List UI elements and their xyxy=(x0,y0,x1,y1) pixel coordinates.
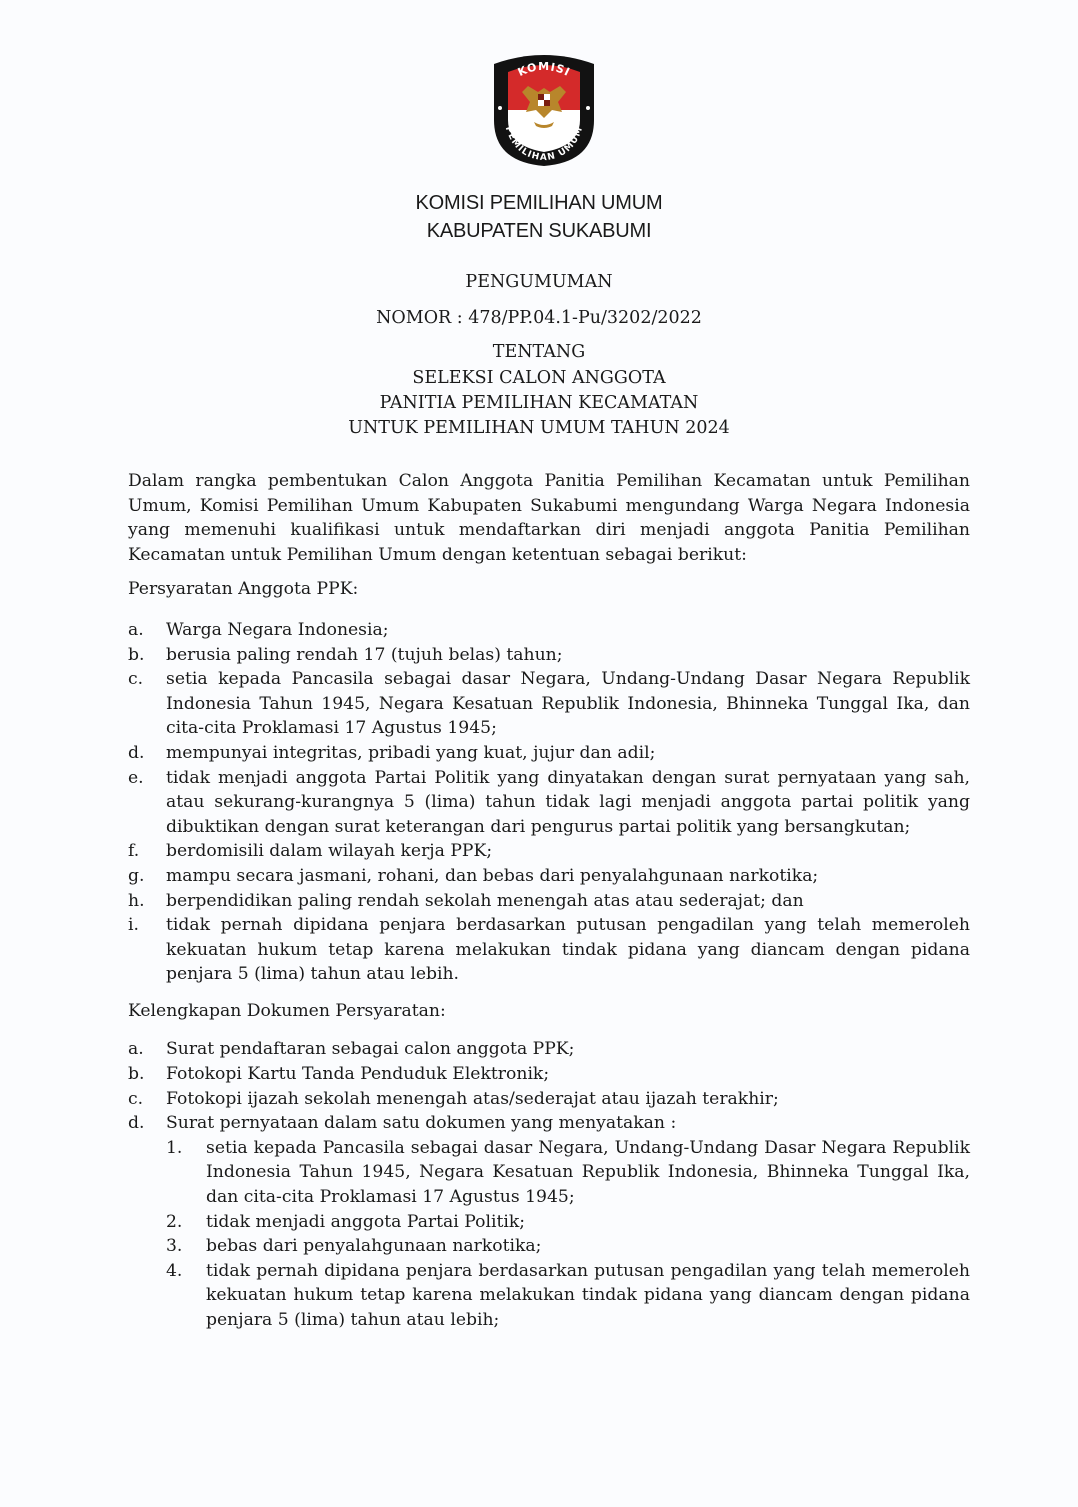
doc-type: PENGUMUMAN xyxy=(465,272,613,292)
doc-title-line1: SELEKSI CALON ANGGOTA xyxy=(412,368,666,388)
requirement-item: f. berdomisili dalam wilayah kerja PPK; xyxy=(128,841,493,862)
doc-title-line2: PANITIA PEMILIHAN KECAMATAN xyxy=(379,393,699,413)
org-name: KOMISI PEMILIHAN UMUM xyxy=(415,192,663,214)
requirement-item: h. berpendidikan paling rendah sekolah menengah atas atau sederajat; dan xyxy=(128,890,804,911)
statement-item: 1. setia kepada Pancasila sebagai dasar Negara, Undang-Undang Dasar Negara Republik Indonesia Tahun 1945, Negara Kesatuan Republik Indonesia, Bhinneka Tunggal Ika, dan cita-cita Proklamasi 17 Agustus 1945; xyxy=(166,1137,970,1208)
document-item: d. Surat pernyataan dalam satu dokumen yang menyatakan : 1. setia kepada Pancasila sebagai dasar Negara, Undang-Undang Dasar Negara Republik Indonesia Tahun 1945, Negara Kesatuan Republik Indonesia, Bhinneka Tunggal Ika, dan cita-cita Proklamasi 17 Agustus 1945; 2. tidak menjadi anggota Partai Politik; 3. bebas dari penyalahgunaan narkotika; 4. tidak pernah dipidana penjara berdasarkan putusan pengadilan yang telah memeroleh kekuatan hukum tetap karena melakukan tindak pidana yang diancam dengan pidana penjara 5 (lima) tahun atau lebih; xyxy=(128,1111,970,1332)
requirement-item: d. mempunyai integritas, pribadi yang kuat, jujur dan adil; xyxy=(128,742,656,763)
doc-about: TENTANG xyxy=(492,342,586,362)
requirement-item: i. tidak pernah dipidana penjara berdasarkan putusan pengadilan yang telah memeroleh kekuatan hukum tetap karena melakukan tindak pidana yang diancam dengan pidana penjara 5 (lima) tahun atau lebih. xyxy=(128,915,970,985)
statement-item: 4. tidak pernah dipidana penjara berdasarkan putusan pengadilan yang telah memeroleh kekuatan hukum tetap karena melakukan tindak pidana yang diancam dengan pidana penjara 5 (lima) tahun atau lebih; xyxy=(166,1260,970,1330)
requirements-heading: Persyaratan Anggota PPK: xyxy=(128,579,359,600)
intro-paragraph: Dalam rangka pembentukan Calon Anggota Panitia Pemilihan Kecamatan untuk Pemilihan Umum, Komisi Pemilihan Umum Kabupaten Sukabumi mengundang Warga Negara Indonesia yang memenuhi kualifikasi untuk mendaftarkan diri menjadi anggota Panitia Pemilihan Kecamatan untuk Pemilihan Umum dengan ketentuan sebagai berikut: xyxy=(128,471,970,565)
documents-heading: Kelengkapan Dokumen Persyaratan: xyxy=(128,1000,446,1021)
doc-title-line3: UNTUK PEMILIHAN UMUM TAHUN 2024 xyxy=(348,418,730,438)
statement-item: 3. bebas dari penyalahgunaan narkotika; xyxy=(166,1236,542,1257)
document-item: c. Fotokopi ijazah sekolah menengah atas/sederajat atau ijazah terakhir; xyxy=(128,1088,779,1109)
document-item: b. Fotokopi Kartu Tanda Penduduk Elektronik; xyxy=(128,1064,550,1085)
logo-bottom-text: PEMILIHAN UMUM xyxy=(502,125,586,164)
statement-item: 2. tidak menjadi anggota Partai Politik; xyxy=(166,1211,526,1232)
document-body xyxy=(128,469,970,1333)
documents-list xyxy=(128,1037,970,1332)
requirements-list xyxy=(128,618,970,987)
statement-sublist xyxy=(166,1136,970,1333)
requirement-item: e. tidak menjadi anggota Partai Politik yang dinyatakan dengan surat pernyataan yang sah, atau sekurang-kurangnya 5 (lima) tahun tidak lagi menjadi anggota partai politik yang dibuktikan dengan surat keterangan dari pengurus partai politik yang bersangkutan; xyxy=(128,767,970,837)
document-item: a. Surat pendaftaran sebagai calon anggota PPK; xyxy=(128,1039,575,1060)
kpu-logo-icon xyxy=(488,50,600,166)
requirement-item: b. berusia paling rendah 17 (tujuh belas) tahun; xyxy=(128,644,563,665)
org-region: KABUPATEN SUKABUMI xyxy=(426,220,652,242)
requirement-item: c. setia kepada Pancasila sebagai dasar Negara, Undang-Undang Dasar Negara Republik Indonesia Tahun 1945, Negara Kesatuan Republik Indonesia, Bhinneka Tunggal Ika, dan cita-cita Proklamasi 17 Agustus 1945; xyxy=(128,669,970,739)
logo-top-text: KOMISI xyxy=(515,59,573,80)
requirement-item: g. mampu secara jasmani, rohani, dan bebas dari penyalahgunaan narkotika; xyxy=(128,865,819,886)
requirement-item: a. Warga Negara Indonesia; xyxy=(128,619,389,640)
doc-number: NOMOR : 478/PP.04.1-Pu/3202/2022 xyxy=(376,308,702,328)
